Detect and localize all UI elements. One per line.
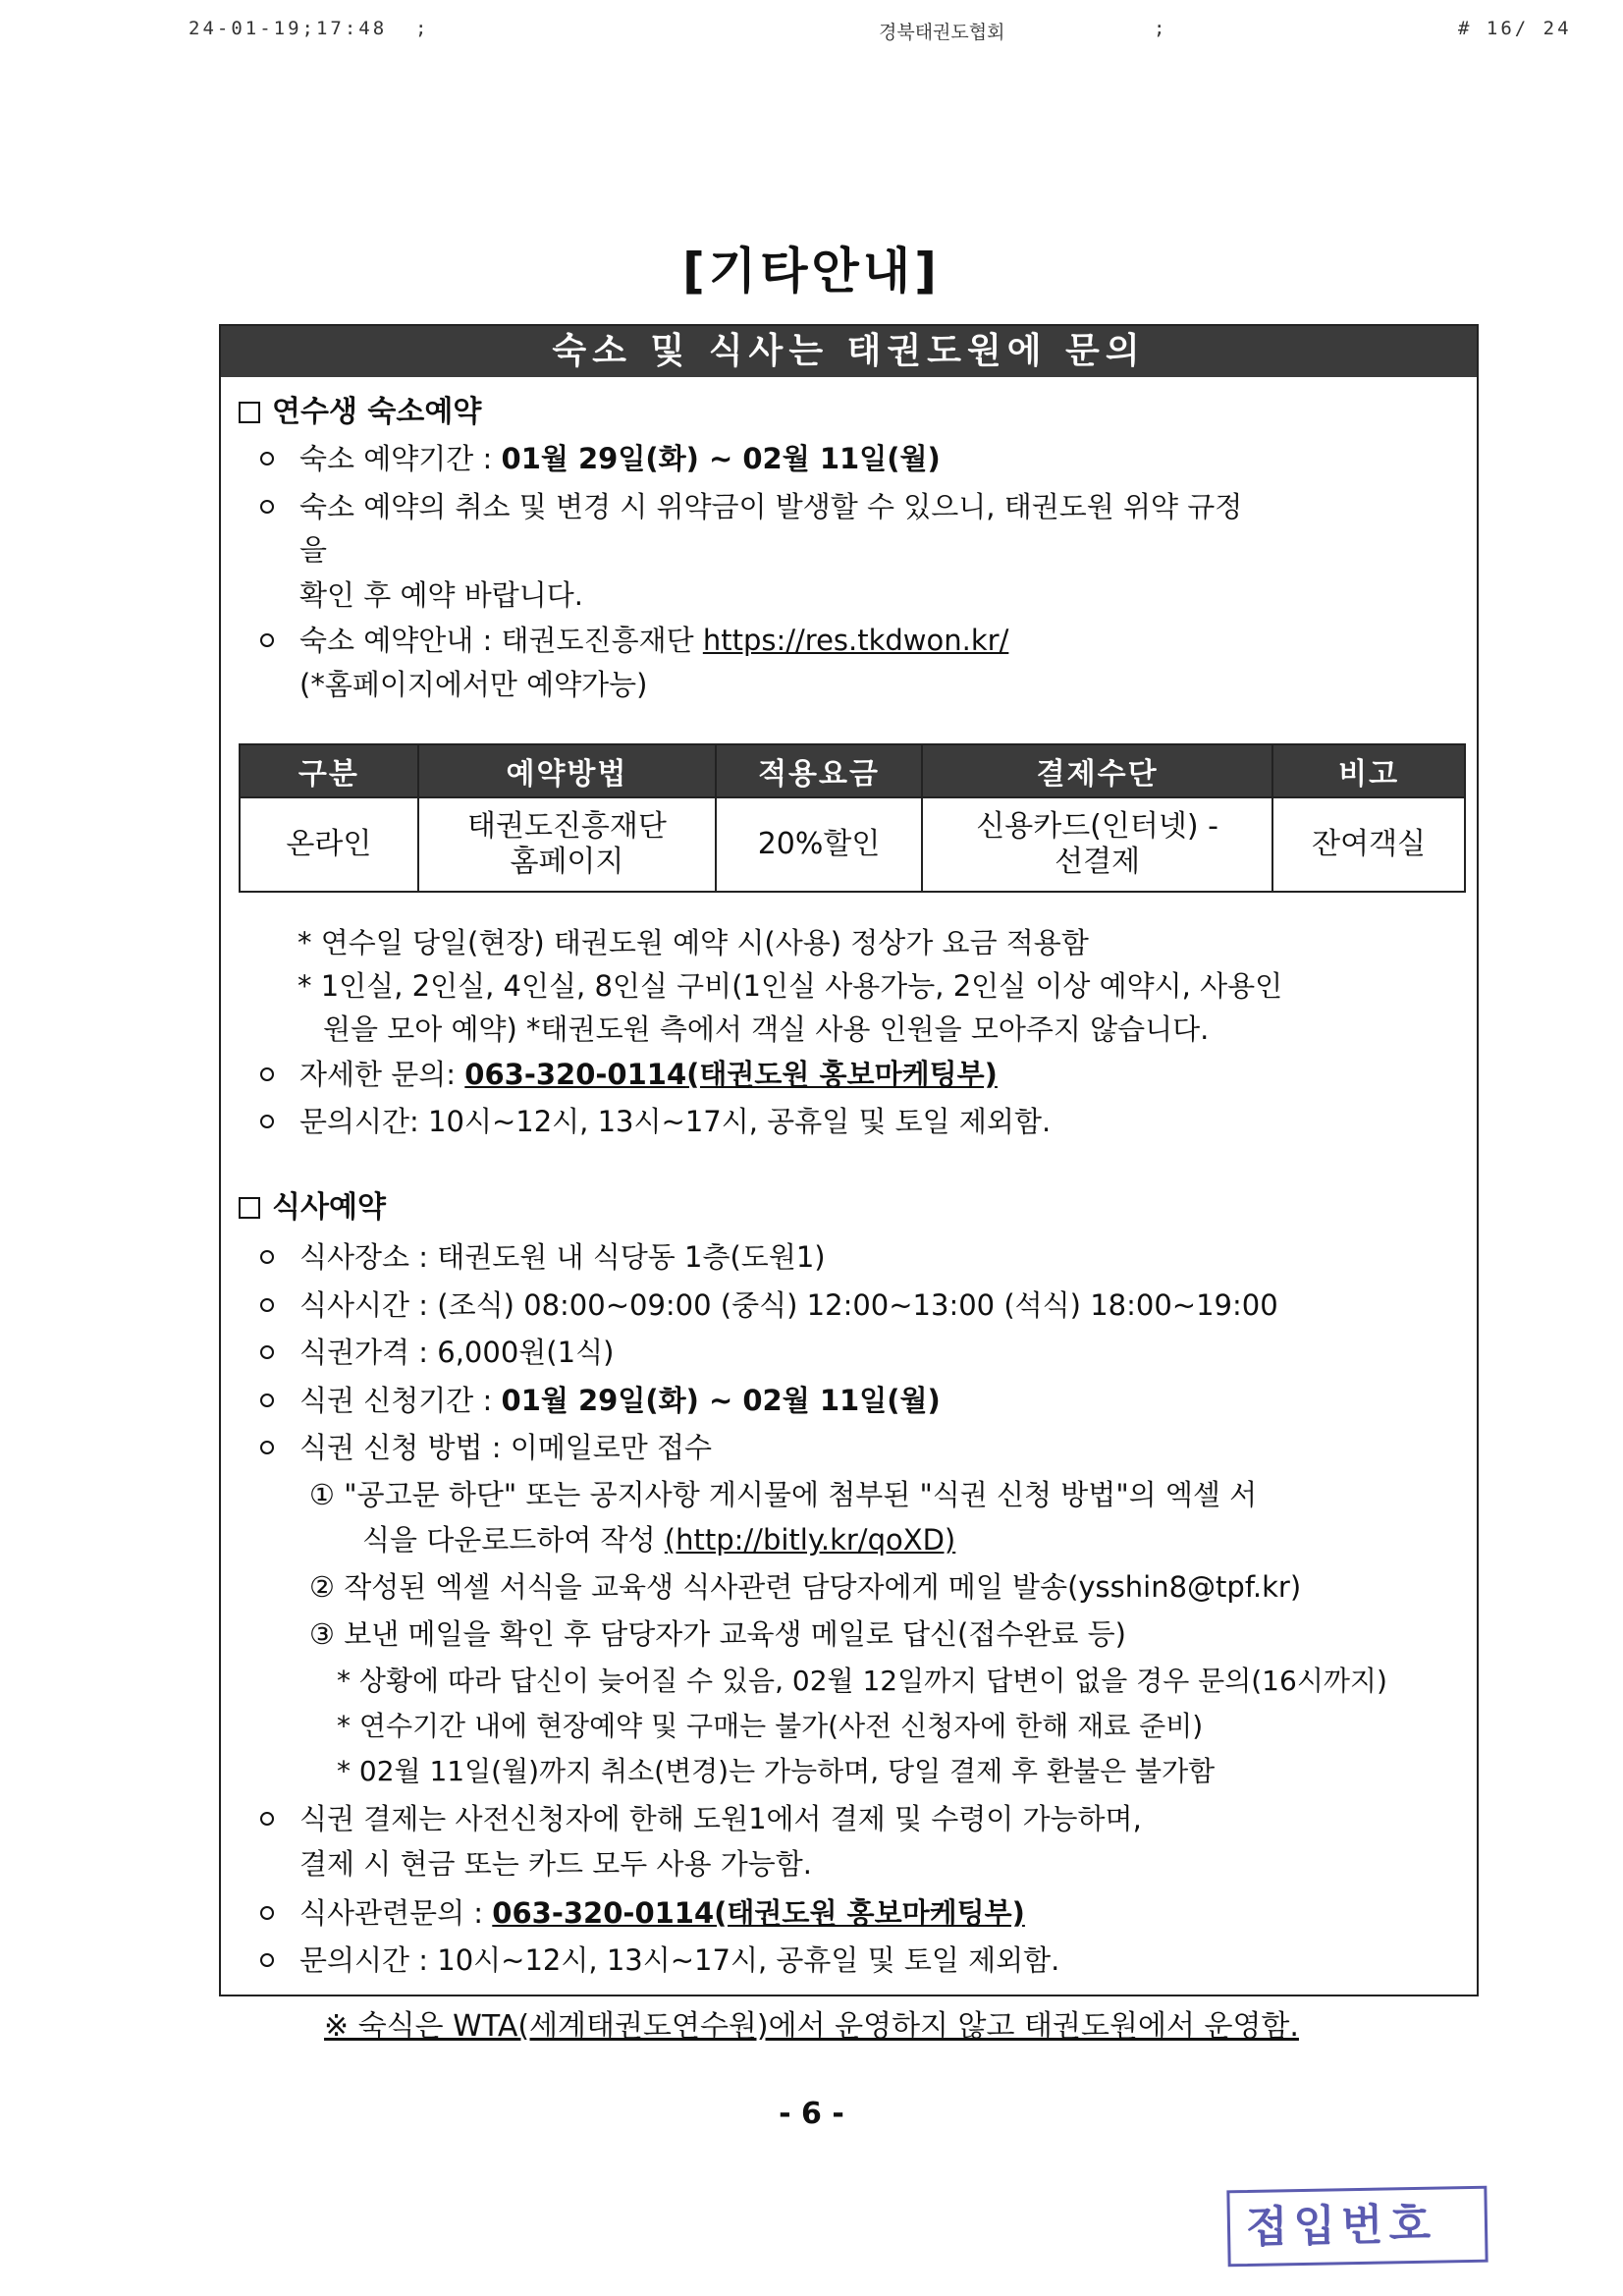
meal-apply-value: 01월 29일(화) ~ 02월 11일(월) xyxy=(501,1384,941,1417)
bullet-circle-icon xyxy=(260,452,274,465)
bullet-circle-icon xyxy=(260,1394,274,1407)
meal-note-2: * 연수기간 내에 현장예약 및 구매는 불가(사전 신청자에 한해 재료 준비) xyxy=(337,1710,1204,1742)
info-banner: 숙소 및 식사는 태권도원에 문의 xyxy=(221,326,1477,377)
bullet-circle-icon xyxy=(260,500,274,514)
bullet-circle-icon xyxy=(260,1953,274,1967)
lodging-note-1: * 연수일 당일(현장) 태권도원 예약 시(사용) 정상가 요금 적용함 xyxy=(298,926,1089,959)
bullet-circle-icon xyxy=(260,1906,274,1920)
table-header-cell: 비고 xyxy=(1272,744,1465,797)
meal-contact-item: 식사관련문의 : 063-320-0114(태권도원 홍보마케팅부) xyxy=(260,1893,1025,1933)
reservation-table xyxy=(239,743,1466,893)
lodging-guide-item: 숙소 예약안내 : 태권도진흥재단 https://res.tkdwon.kr/ xyxy=(260,621,1008,660)
table-row xyxy=(240,797,1465,892)
bullet-circle-icon xyxy=(260,1298,274,1312)
receipt-stamp: 접입번호 xyxy=(1226,2186,1488,2268)
lodging-contact-item: 자세한 문의: 063-320-0114(태권도원 홍보마케팅부) xyxy=(260,1055,998,1094)
bullet-circle-icon xyxy=(260,1115,274,1128)
meal-step-1: ① "공고문 하단" 또는 공지사항 게시물에 첨부된 "식권 신청 방법"의 엑셀 서 xyxy=(309,1478,1258,1511)
meal-heading: 식사예약 xyxy=(239,1188,386,1228)
bullet-circle-icon xyxy=(260,633,274,647)
lodging-heading: 연수생 숙소예약 xyxy=(239,393,481,432)
page-number: - 6 - xyxy=(779,2097,844,2131)
lodging-cancel-line2: 을 xyxy=(299,533,328,567)
lodging-period-item: 숙소 예약기간 : 01월 29일(화) ~ 02월 11일(월) xyxy=(260,439,941,478)
bullet-circle-icon xyxy=(260,1250,274,1264)
bullet-circle-icon xyxy=(260,1345,274,1359)
lodging-note-2: * 1인실, 2인실, 4인실, 8인실 구비(1인실 사용가능, 2인실 이상 예약시, 사용인 xyxy=(298,969,1283,1003)
lodging-hours-item: 문의시간: 10시~12시, 13시~17시, 공휴일 및 토일 제외함. xyxy=(260,1102,1051,1141)
meal-price-item: 식권가격 : 6,000원(1식) xyxy=(260,1333,614,1372)
meal-step-3: ③ 보낸 메일을 확인 후 담당자가 교육생 메일로 답신(접수완료 등) xyxy=(309,1617,1126,1651)
table-header-cell: 적용요금 xyxy=(716,744,922,797)
meal-contact-phone: 063-320-0114(태권도원 홍보마케팅부) xyxy=(492,1896,1025,1930)
lodging-url-link[interactable]: https://res.tkdwon.kr/ xyxy=(702,624,1009,657)
info-box xyxy=(219,324,1479,1996)
meal-note-1: * 상황에 따라 답신이 늦어질 수 있음, 02월 12일까지 답변이 없을 경우 문의(16시까지) xyxy=(337,1665,1387,1697)
meal-note-3: * 02월 11일(월)까지 취소(변경)는 가능하며, 당일 결제 후 환불은 불가함 xyxy=(337,1755,1216,1787)
checkbox-square-icon xyxy=(239,402,260,423)
table-cell-method: 태권도진흥재단 홈페이지 xyxy=(418,797,716,892)
bullet-circle-icon xyxy=(260,1812,274,1826)
meal-method-item: 식권 신청 방법 : 이메일로만 접수 xyxy=(260,1428,712,1467)
meal-step-2: ② 작성된 엑셀 서식을 교육생 식사관련 담당자에게 메일 발송(ysshin8@tpf.kr) xyxy=(309,1570,1302,1604)
table-header-cell: 예약방법 xyxy=(418,744,716,797)
meal-apply-item: 식권 신청기간 : 01월 29일(화) ~ 02월 11일(월) xyxy=(260,1381,941,1420)
bullet-circle-icon xyxy=(260,1067,274,1081)
meal-place-item: 식사장소 : 태권도원 내 식당동 1층(도원1) xyxy=(260,1237,826,1277)
fax-page-count: # 16/ 24 xyxy=(1458,18,1572,39)
meal-payment-item: 식권 결제는 사전신청자에 한해 도원1에서 결제 및 수령이 가능하며, xyxy=(260,1799,1142,1838)
footer-note: ※ 숙식은 WTA(세계태권도연수원)에서 운영하지 않고 태권도원에서 운영함. xyxy=(324,2009,1299,2044)
table-cell-fee: 20%할인 xyxy=(716,797,922,892)
fax-datetime: 24-01-19;17:48 ; xyxy=(189,18,430,39)
lodging-cancel-line3: 확인 후 예약 바랍니다. xyxy=(299,578,583,612)
table-cell-note: 잔여객실 xyxy=(1272,797,1465,892)
meal-form-link[interactable]: (http://bitly.kr/qoXD) xyxy=(664,1523,956,1557)
page-title: [기타안내] xyxy=(682,243,941,300)
lodging-guide-note: (*홈페이지에서만 예약가능) xyxy=(299,668,648,701)
lodging-period-value: 01월 29일(화) ~ 02월 11일(월) xyxy=(501,442,941,475)
table-header-cell: 구분 xyxy=(240,744,418,797)
meal-payment-cont: 결제 시 현금 또는 카드 모두 사용 가능함. xyxy=(299,1847,812,1881)
fax-sender: 경북태권도협회 xyxy=(879,22,1005,43)
lodging-cancel-item: 숙소 예약의 취소 및 변경 시 위약금이 발생할 수 있으니, 태권도원 위약 규정 xyxy=(260,487,1242,526)
checkbox-square-icon xyxy=(239,1197,260,1219)
table-cell-payment: 신용카드(인터넷) - 선결제 xyxy=(922,797,1272,892)
table-header-row xyxy=(240,744,1465,797)
lodging-note-2-cont: 원을 모아 예약) *태권도원 측에서 객실 사용 인원을 모아주지 않습니다. xyxy=(323,1012,1210,1046)
meal-step-1-cont: 식을 다운로드하여 작성 (http://bitly.kr/qoXD) xyxy=(362,1523,956,1557)
table-cell-type: 온라인 xyxy=(240,797,418,892)
fax-separator: ; xyxy=(1154,18,1165,39)
bullet-circle-icon xyxy=(260,1441,274,1454)
table-header-cell: 결제수단 xyxy=(922,744,1272,797)
meal-time-item: 식사시간 : (조식) 08:00~09:00 (중식) 12:00~13:00 (석식) 18:00~19:00 xyxy=(260,1285,1278,1325)
lodging-contact-phone: 063-320-0114(태권도원 홍보마케팅부) xyxy=(464,1058,998,1091)
fax-header xyxy=(0,18,1623,57)
meal-hours-item: 문의시간 : 10시~12시, 13시~17시, 공휴일 및 토일 제외함. xyxy=(260,1941,1059,1980)
